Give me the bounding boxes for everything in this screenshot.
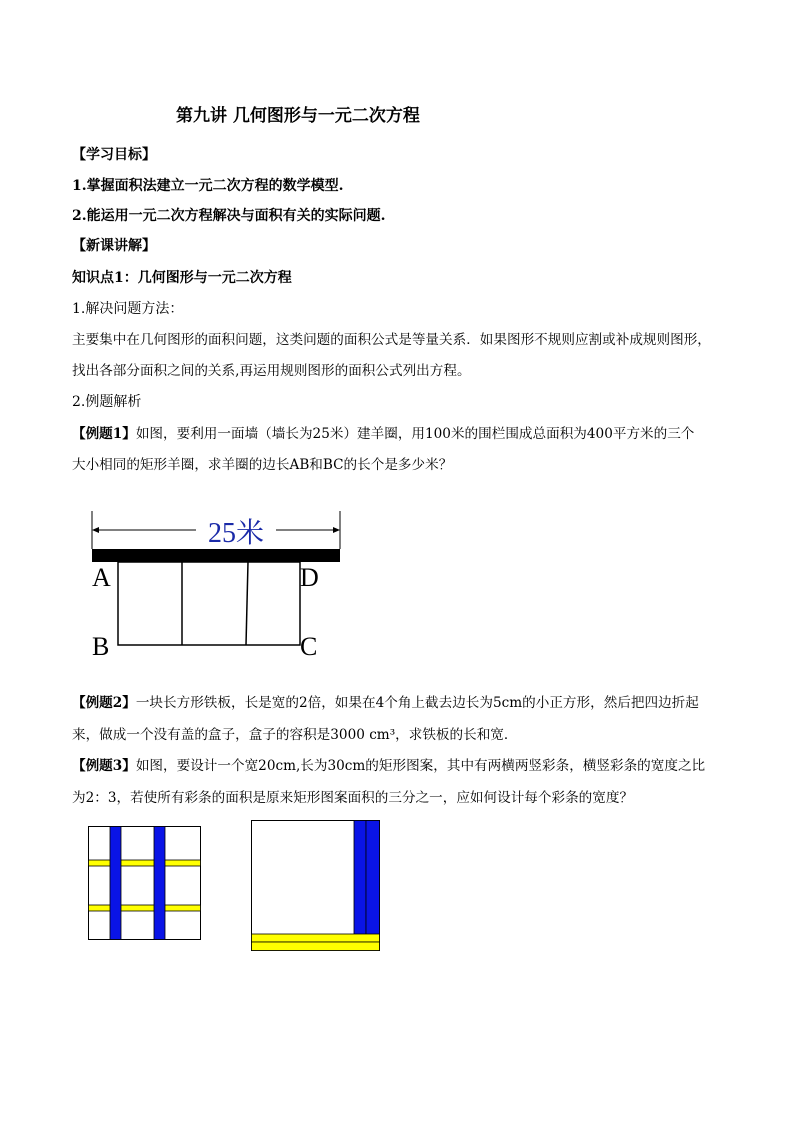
merged-horizontal-stripe-1 <box>252 934 380 942</box>
merged-vertical-stripe-2 <box>366 821 380 935</box>
dimension-arrow-left <box>92 527 99 533</box>
wall <box>92 549 340 562</box>
example-3-text-1: 如图，要设计一个宽20cm,长为30cm的矩形图案，其中有两横两竖彩条，横竖彩条的宽度之比 <box>135 758 706 774</box>
example-1-line-1 <box>72 424 694 444</box>
goal-1: 1.掌握面积法建立一元二次方程的数学模型. <box>72 178 344 194</box>
goal-2: 2.能运用一元二次方程解决与面积有关的实际问题. <box>72 208 386 224</box>
vertex-b-label: B <box>92 632 110 661</box>
example-1-tag: 【例题1】 <box>72 426 136 442</box>
page-title: 第九讲 几何图形与一元二次方程 <box>176 106 420 126</box>
example-3-tag: 【例题3】 <box>72 758 136 774</box>
method-heading: 1.解决问题方法： <box>72 301 184 317</box>
rearranged-pattern-figure <box>251 820 380 951</box>
example-3-text-2: 为2：3，若使所有彩条的面积是原来矩形图案面积的三分之一，应如何设计每个彩条的宽度？ <box>72 790 634 806</box>
merged-horizontal-stripe-2 <box>252 942 380 951</box>
horizontal-stripe-2 <box>89 905 201 911</box>
example-2-tag: 【例题2】 <box>72 695 136 711</box>
merged-vertical-stripe-1 <box>354 821 366 935</box>
stripe-pattern-figure <box>88 826 201 940</box>
vertical-stripe-1 <box>110 827 121 940</box>
example-3-line-1 <box>72 756 705 776</box>
goals-heading: 【学习目标】 <box>72 147 156 163</box>
pen-outline <box>118 562 300 645</box>
example-2-text-1: 一块长方形铁板，长是宽的2倍，如果在4个角上截去边长为5cm的小正方形，然后把四边折起 <box>135 695 699 711</box>
vertex-a-label: A <box>92 563 111 592</box>
pen-divider-2 <box>246 562 248 645</box>
example-1-text-1: 如图，要利用一面墙（墙长为25米）建羊圈，用100米的围栏围成总面积为400平方米的三个 <box>135 426 695 442</box>
examples-heading: 2.例题解析 <box>72 394 142 410</box>
knowledge-point-1: 知识点1：几何图形与一元二次方程 <box>72 270 292 286</box>
example-1-text-2: 大小相同的矩形羊圈，求羊圈的边长AB和BC的长个是多少米？ <box>72 457 453 473</box>
vertical-stripe-2 <box>154 827 165 940</box>
method-text-2: 找出各部分面积之间的关系,再运用规则图形的面积公式列出方程。 <box>72 363 471 379</box>
pattern-border <box>89 827 201 940</box>
dimension-arrow-right <box>333 527 340 533</box>
wall-length-label: 25米 <box>207 518 265 549</box>
vertex-c-label: C <box>300 632 318 661</box>
vertex-d-label: D <box>300 563 319 592</box>
new-lesson-heading: 【新课讲解】 <box>72 238 156 254</box>
sheep-pen-figure <box>78 505 358 665</box>
example-2-text-2: 来，做成一个没有盖的盒子，盒子的容积是3000 cm³，求铁板的长和宽． <box>72 727 518 743</box>
method-text-1: 主要集中在几何图形的面积问题，这类问题的面积公式是等量关系．如果图形不规则应割或补成规则图形， <box>72 332 711 348</box>
horizontal-stripe-1 <box>89 860 201 866</box>
example-2-line-1 <box>72 693 699 713</box>
